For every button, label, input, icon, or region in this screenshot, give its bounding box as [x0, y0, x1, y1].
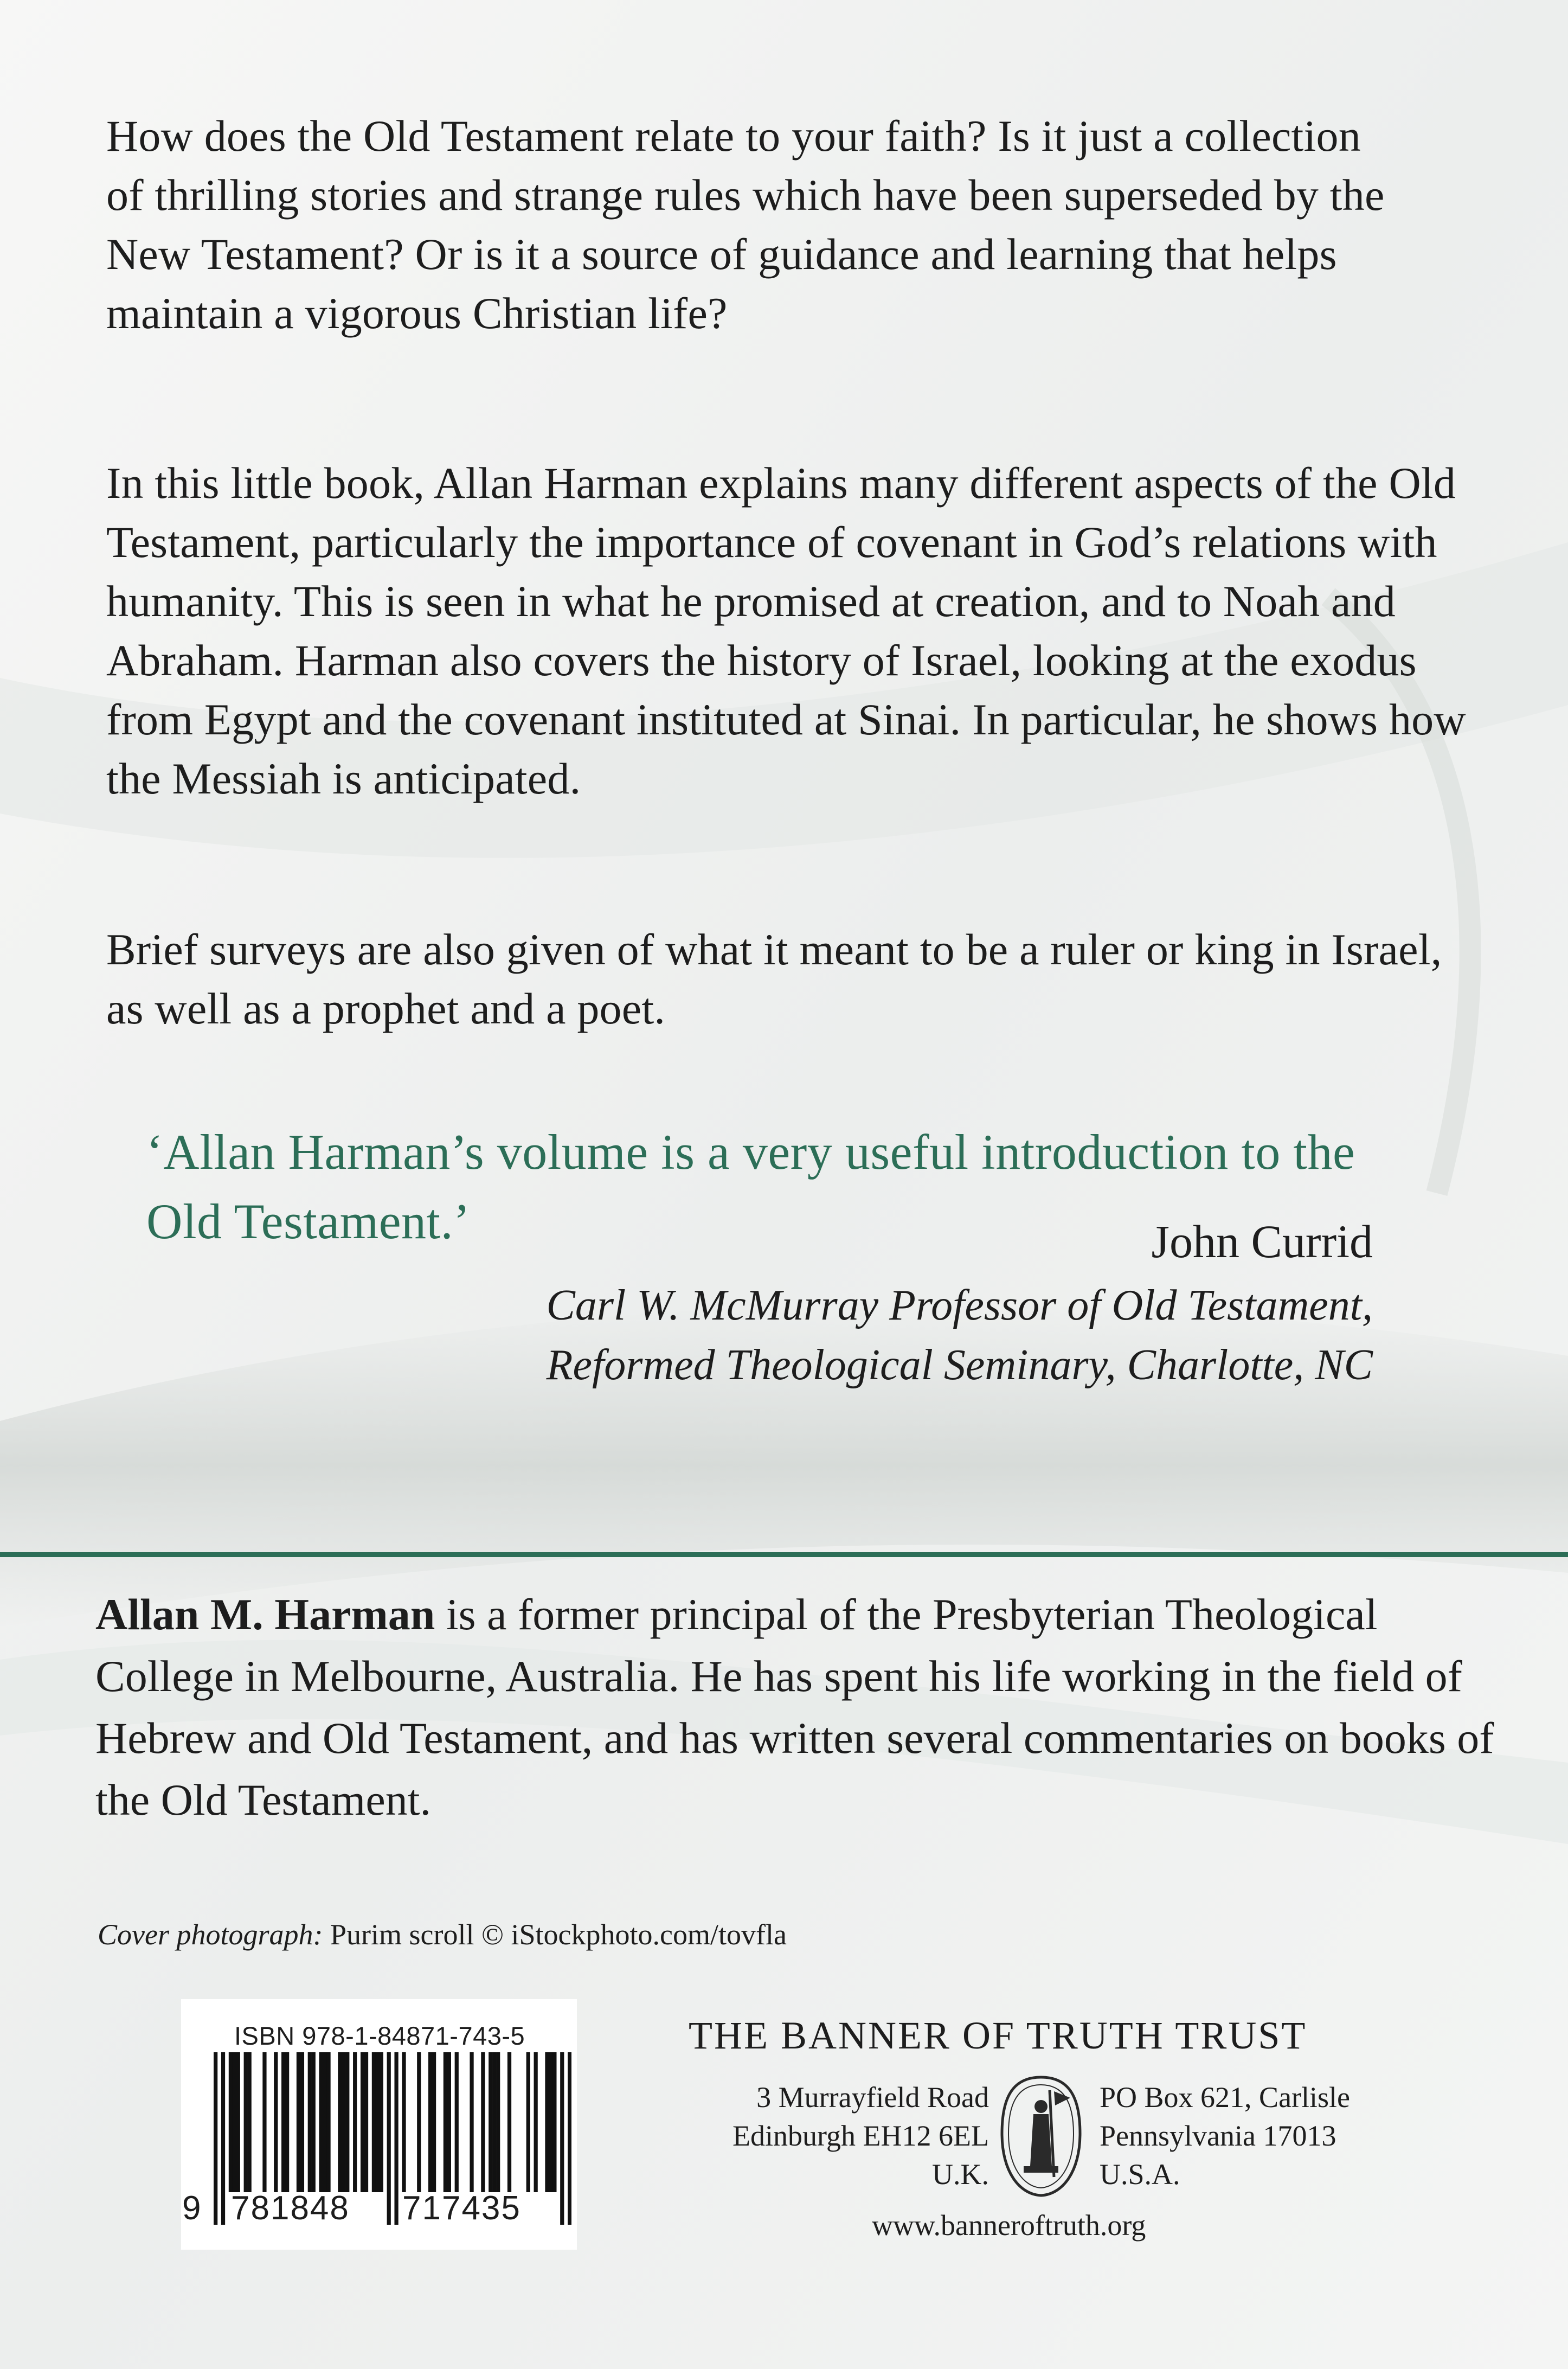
barcode-bar — [342, 2052, 345, 2192]
barcode-bar — [549, 2052, 552, 2192]
address-us-line-3: U.S.A. — [1100, 2158, 1180, 2191]
barcode-bar — [214, 2052, 217, 2225]
barcode-bar — [534, 2052, 538, 2192]
publisher-website: www.banneroftruth.org — [872, 2209, 1146, 2242]
barcode-digits-left: 781848 — [231, 2189, 350, 2227]
barcode-bar — [432, 2052, 436, 2192]
barcode-bar — [262, 2052, 266, 2192]
description-paragraph-2: In this little book, Allan Harman explains many different aspects of the Old Testament, particularly the importance of covenant in God’s relations with humanity. This is seen in what he promised at creation, and to Noah and Abraham. Harman also covers the history of Israel, looking at the exodus from Egypt and the covenant instituted at Sinai. In particular, he shows how the Messiah is anticipated. — [106, 458, 1466, 803]
address-uk-line-1: 3 Murrayfield Road — [756, 2081, 989, 2114]
barcode-bar — [345, 2052, 349, 2192]
barcode-bar — [372, 2052, 376, 2192]
barcode-bar — [380, 2052, 383, 2192]
barcode-bar — [297, 2052, 300, 2192]
barcode-bar — [489, 2052, 492, 2192]
barcode-bar — [312, 2052, 316, 2192]
barcode-bar — [568, 2052, 571, 2225]
barcode-bar — [444, 2052, 447, 2192]
barcode-bar — [274, 2052, 278, 2192]
endorser-role-line-1: Carl W. McMurray Professor of Old Testament, — [546, 1282, 1373, 1329]
endorser-role-line-2: Reformed Theological Seminary, Charlotte, NC — [546, 1341, 1373, 1389]
barcode-bar — [455, 2052, 459, 2192]
barcode-bar — [376, 2052, 380, 2192]
cover-credit-label: Cover photograph: — [98, 1918, 323, 1951]
address-uk-line-3: U.K. — [932, 2158, 989, 2191]
endorser-name: John Currid — [1151, 1215, 1373, 1267]
publisher-name: THE BANNER OF TRUTH TRUST — [689, 2014, 1307, 2057]
banner-seal-icon — [998, 2074, 1084, 2199]
barcode-bar — [300, 2052, 304, 2192]
address-us-line-2: Pennsylvania 17013 — [1100, 2120, 1336, 2152]
barcode-bar — [221, 2052, 225, 2225]
barcode-bar — [496, 2052, 500, 2192]
barcode-bar — [560, 2052, 564, 2225]
barcode-bar — [281, 2052, 285, 2192]
barcode-bar — [507, 2052, 511, 2192]
barcode-bar — [233, 2052, 236, 2192]
cover-credit — [98, 1916, 787, 1954]
barcode-bar — [492, 2052, 496, 2192]
barcode-bar — [353, 2052, 357, 2192]
author-name: Allan M. Harman — [95, 1590, 435, 1639]
barcode-bar — [326, 2052, 330, 2192]
barcode-bar — [319, 2052, 323, 2192]
barcode-panel — [181, 1999, 577, 2250]
barcode-bar — [338, 2052, 342, 2192]
barcode-first-digit: 9 — [182, 2189, 201, 2227]
publisher-address-us — [1100, 2078, 1350, 2194]
barcode-bar — [323, 2052, 326, 2192]
barcode-bar — [248, 2052, 252, 2192]
barcode-bar — [552, 2052, 556, 2192]
barcode-bar — [364, 2052, 368, 2192]
barcode-bar — [470, 2052, 473, 2192]
endorsement-quote: ‘Allan Harman’s volume is a very useful introduction to the Old Testament.’ — [146, 1124, 1355, 1249]
address-uk-line-2: Edinburgh EH12 6EL — [732, 2120, 989, 2152]
barcode-bar — [402, 2052, 406, 2192]
barcode-digits-right: 717435 — [402, 2189, 521, 2227]
barcode-bar — [417, 2052, 421, 2192]
barcode-bar — [308, 2052, 312, 2192]
description-paragraph-1: How does the Old Testament relate to your faith? Is it just a collection of thrilling stories and strange rules which have been superseded by the New Testament? Or is it a source of guidance and learning that helps maintain a vigorous Christian life? — [106, 111, 1385, 338]
barcode-bar — [229, 2052, 233, 2192]
green-divider — [0, 1552, 1568, 1557]
isbn-number: ISBN 978-1-84871-743-5 — [234, 2021, 525, 2050]
address-us-line-1: PO Box 621, Carlisle — [1100, 2081, 1351, 2114]
endorser-role — [547, 1276, 1373, 1395]
barcode-bar — [447, 2052, 451, 2192]
barcode-bar — [285, 2052, 289, 2192]
author-bio — [95, 1584, 1516, 1831]
barcode-bar — [545, 2052, 549, 2192]
barcode-bar — [387, 2052, 391, 2225]
cover-credit-text: Purim scroll © iStockphoto.com/tovfla — [323, 1918, 787, 1951]
author-bio-text: is a former principal of the Presbyterian Theological College in Melbourne, Australia. He has spent his life working in the field of Hebrew and Old Testament, and has written several commentaries on books of the Old Testament. — [95, 1590, 1494, 1824]
barcode-bar — [526, 2052, 530, 2192]
description-paragraph-3: Brief surveys are also given of what it meant to be a ruler or king in Israel, as well as a prophet and a poet. — [106, 925, 1442, 1033]
barcode-bar — [361, 2052, 364, 2192]
publisher-address-uk — [732, 2078, 989, 2194]
barcode-bar — [244, 2052, 248, 2192]
barcode-bar — [428, 2052, 432, 2192]
barcode-bar — [394, 2052, 398, 2225]
barcode-bar — [481, 2052, 485, 2192]
barcode-bar — [236, 2052, 240, 2192]
